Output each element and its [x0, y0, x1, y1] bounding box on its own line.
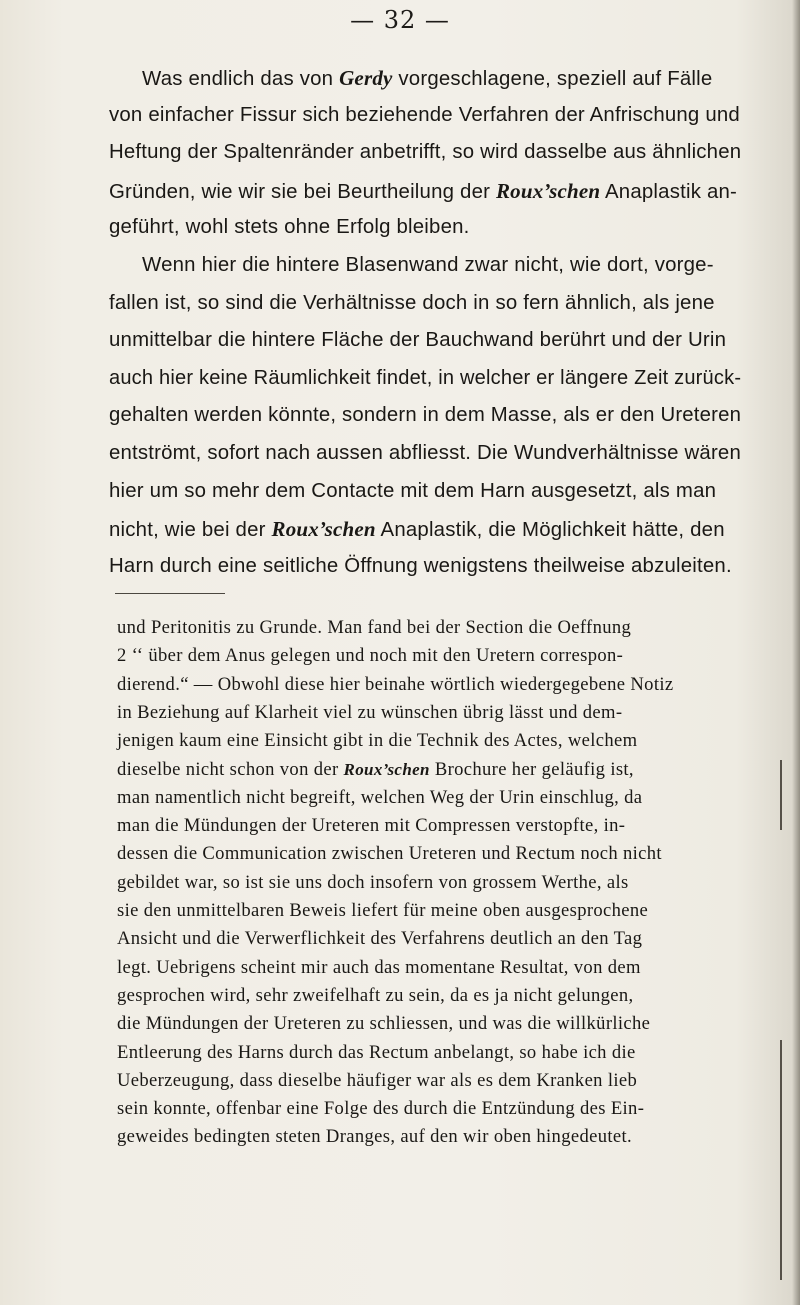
footnote_text-text: Brochure her geläufig ist,: [429, 758, 634, 780]
footnote_text-text: man die Mündungen der Ureteren mit Compressen verstopfte, in-: [117, 815, 626, 837]
footnote_text-emphasis: Roux’schen: [343, 759, 430, 779]
footnote_text-line: [117, 957, 641, 979]
footnote_text-line: [117, 1013, 650, 1035]
footnote_text-text: man namentlich nicht begreift, welchen Weg der Urin einschlug, da: [117, 786, 643, 808]
footnote_text-text: gesprochen wird, sehr zweifelhaft zu sein, da es ja nicht gelungen,: [117, 984, 634, 1006]
main_text-line: [109, 292, 715, 315]
footnote_text-line: [117, 900, 648, 922]
footnote_text-text: in Beziehung auf Klarheit viel zu wünschen übrig lässt und dem-: [117, 701, 623, 723]
footnote_text-text: sein konnte, offenbar eine Folge des durch di: [117, 1098, 469, 1120]
footnote_text-text: dieselbe nicht schon von der: [117, 758, 344, 780]
footnote_text-text: jenigen kaum eine Einsicht gibt in die Technik des Actes, welchem: [117, 730, 638, 752]
main_text-line: [109, 517, 725, 542]
footnote_text-line: [117, 1042, 636, 1064]
footnote_text-text: e Entzündung des Ein-: [468, 1098, 645, 1120]
footnote_text-line: [117, 928, 642, 950]
footnote_text-text: gebildet war, so ist sie uns doch insofern von grossem Werthe, als: [117, 871, 629, 893]
footnote_text-line: [117, 872, 629, 894]
main_text-text: gehalten werden könnte, sondern in dem Masse, als er den Ureteren: [109, 404, 742, 427]
footnote_text-line: [117, 985, 634, 1007]
footnote_text-text: Ueberzeugung, dass dieselbe häufiger war als es dem Kranken lieb: [117, 1069, 638, 1091]
footnote_text-line: [117, 645, 623, 667]
main_text-line: [109, 367, 741, 390]
main_text-line: [109, 555, 732, 578]
main_text-emphasis: Roux’schen: [271, 517, 376, 542]
main_text-line: [142, 254, 714, 277]
main_text-line: [142, 66, 712, 91]
main_text-text: Anaplastik an-: [600, 180, 738, 203]
edge-mark: [780, 1040, 782, 1280]
footnote_text-line: [117, 1098, 644, 1120]
page-number: — 32 —: [350, 6, 450, 34]
footnote_text-text: sie den unmittelbaren Beweis liefert für meine oben ausgesprochene: [117, 900, 649, 921]
main_text-text: nicht, wie bei der: [109, 519, 272, 542]
footnote_text-line: [117, 674, 673, 696]
main_text-text: entströmt, sofort nach aussen abfliesst. Die Wundverhältnisse wären: [109, 442, 741, 464]
footnote_text-line: [117, 759, 634, 781]
main_text-emphasis: Gerdy: [339, 66, 393, 90]
footnote_text-line: [117, 1070, 637, 1092]
footnote_text-line: [117, 1126, 632, 1148]
footnote_text-text: dierend.“ — Obwohl diese hier beinahe wörtlich wiedergegebene Notiz: [117, 673, 674, 695]
main_text-line: [109, 480, 716, 503]
page-edge-shadow: [792, 0, 800, 1305]
main_text-text: Heftung der Spaltenränder anbetrifft, so wird dasselbe aus ähnlichen: [109, 141, 742, 164]
main_text-text: unmittelbar die hintere Fläche der Bauchwand berührt und der Urin: [109, 329, 727, 352]
main_text-text: Anaplastik, die Möglichkeit hätte, den: [375, 519, 725, 542]
main_text-text: Gründen, wie wir sie bei Beurtheilung der: [109, 180, 496, 203]
main_text-line: [109, 179, 737, 204]
main_text-line: [109, 329, 726, 352]
main_text-text: Wenn hier die hintere Blasenwand zwar nicht, wie dort, vorge-: [142, 254, 714, 276]
main_text-text: Was endlich das von: [142, 68, 340, 90]
footnote_text-text: 2 ‘‘ über dem Anus gelegen und noch mit den Uretern correspon-: [117, 645, 624, 667]
footnote-separator: [115, 593, 225, 594]
main_text-line: [109, 442, 741, 465]
footnote_text-text: Entleerung des Harns durch das Rectum anbelangt, so habe ich die: [117, 1041, 636, 1063]
footnote_text-line: [117, 702, 622, 724]
footnote_text-line: [117, 787, 642, 809]
main_text-text: von einfacher Fissur sich beziehende Verfahren der Anfrischung und: [109, 103, 740, 126]
footnote_text-text: die Mündungen der Ureteren zu schliessen, und was die willkürliche: [117, 1013, 651, 1035]
footnote_text-line: [117, 730, 637, 752]
main_text-text: hier um so mehr dem Contacte mit dem Harn ausgesetzt, als man: [109, 479, 717, 502]
main_text-line: [109, 104, 740, 127]
footnote_text-text: und Peritonitis zu Grunde. Man fand bei der Section die Oeffnung: [117, 617, 632, 638]
footnote_text-line: [117, 617, 631, 639]
main_text-line: [109, 141, 741, 164]
main_text-text: geführt, wohl stets ohne Erfolg bleiben.: [109, 216, 470, 239]
footnote_text-text: dessen die Communication zwischen Ureteren und Rectum noch nicht: [117, 843, 662, 865]
footnote_text-line: [117, 843, 662, 865]
main_text-text: vorgeschlagene, speziell auf Fälle: [392, 68, 713, 90]
main_text-text: auch hier keine Räumlichkeit findet, in welcher er längere Zeit zurück-: [109, 366, 742, 389]
footnote_text-text: legt. Uebrigens scheint mir auch das momentane Resultat, von dem: [117, 956, 641, 978]
edge-mark: [780, 760, 782, 830]
footnote_text-text: geweides bedingten steten Dranges, auf den wir oben hingedeutet.: [117, 1126, 632, 1148]
footnote_text-text: Ansicht und die Verwerflichkeit des Verfahrens deutlich an den Tag: [117, 928, 643, 950]
main_text-line: [109, 404, 741, 427]
footnote_text-line: [117, 815, 625, 837]
main_text-text: fallen ist, so sind die Verhältnisse doch in so fern ähnlich, als jene: [109, 291, 715, 314]
main_text-emphasis: Roux’schen: [495, 178, 601, 203]
main_text-line: [109, 216, 470, 239]
main_text-text: Harn durch eine seitliche Öffnung wenigstens theilweise abzuleiten.: [109, 554, 732, 577]
